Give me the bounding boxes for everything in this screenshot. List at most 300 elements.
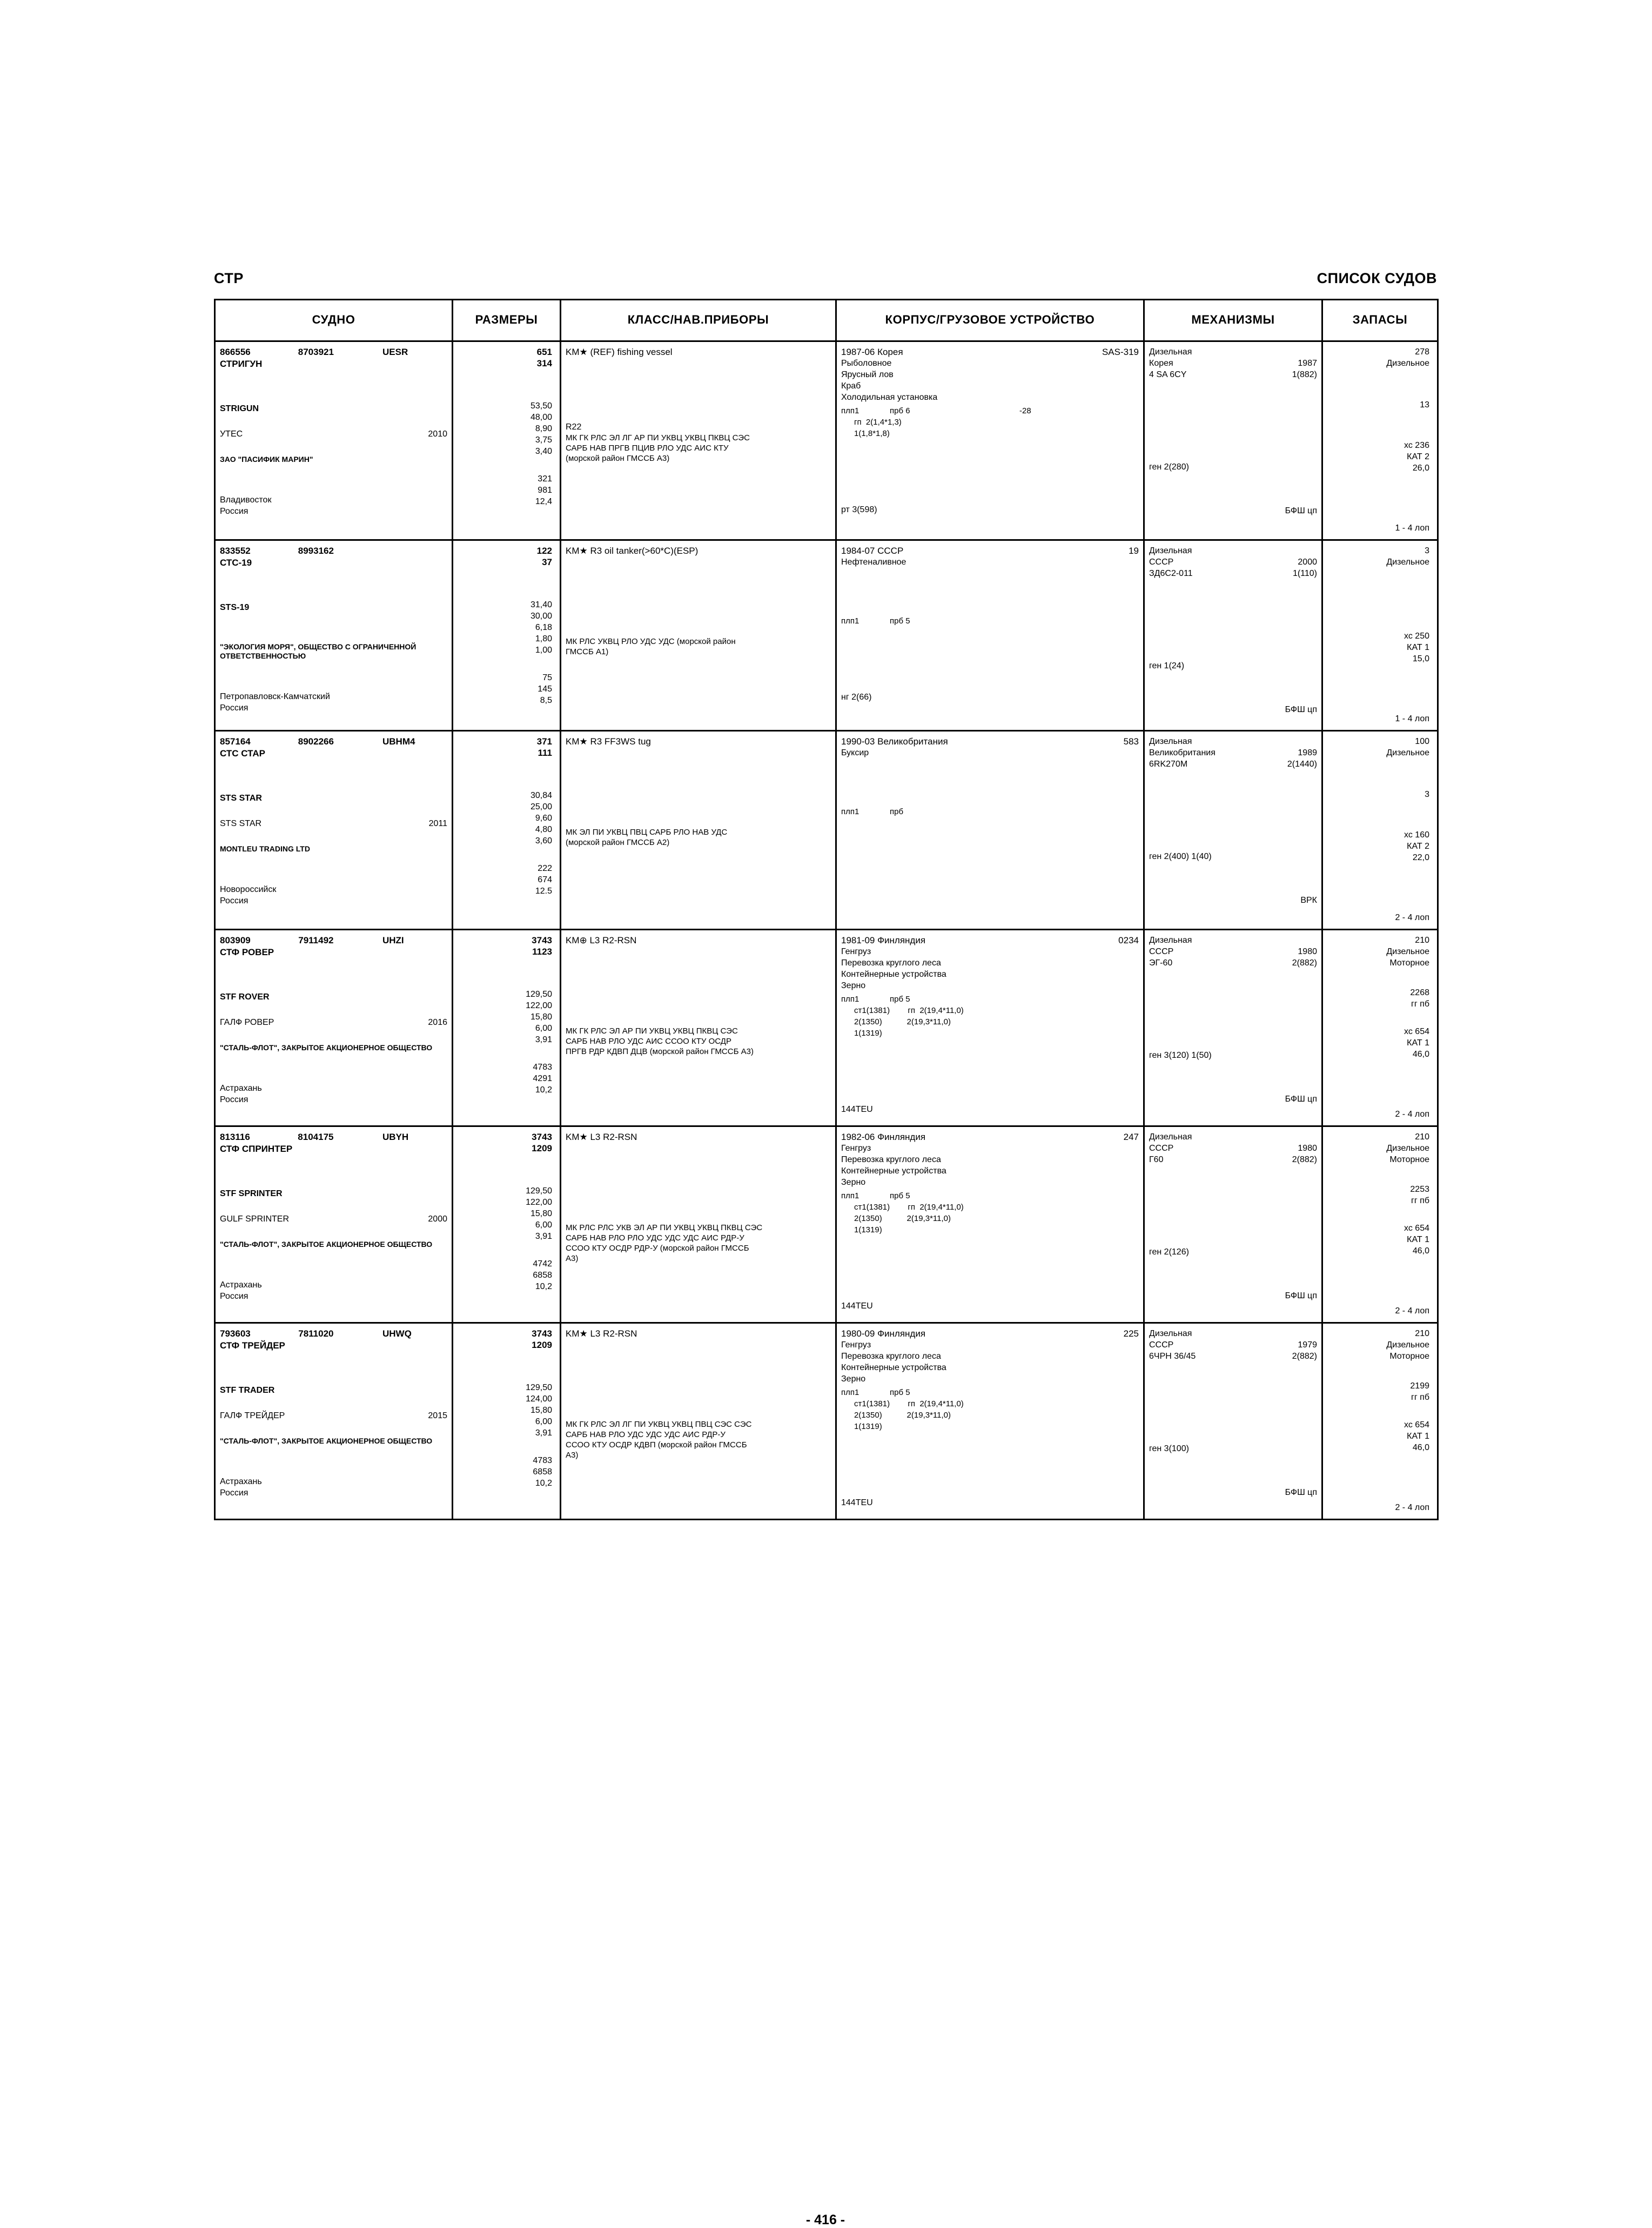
imo-number: 8104175: [298, 1132, 334, 1142]
ship-name-ru: СТРИГУН: [220, 359, 263, 369]
spacer: [1327, 474, 1433, 522]
cargo-gear-line: [841, 417, 1139, 428]
spacer: [841, 1236, 1139, 1300]
cell-class: [561, 540, 836, 731]
home-port: Астрахань: [220, 1477, 262, 1486]
build-year-country: 1982-06 Финляндия: [841, 1132, 926, 1142]
navigation-equipment: [566, 433, 831, 464]
cargo-gear-text: 1(1319): [854, 1225, 882, 1234]
flag-country: Россия: [220, 1292, 249, 1301]
engine-country: СССР: [1149, 1340, 1174, 1350]
cell-class: [561, 731, 836, 930]
length-overall: 53,50: [530, 401, 552, 411]
machinery-block: [1145, 930, 1321, 1110]
propeller-type: БФШ цп: [1285, 506, 1317, 515]
engine-model-row: [1149, 568, 1317, 579]
col-header-ship: СУДНО: [215, 300, 453, 341]
engine-model-row: [1149, 1351, 1317, 1362]
dimensions-block: [453, 342, 560, 520]
engine-model: ЭГ-60: [1149, 958, 1173, 968]
spacer: [566, 358, 831, 421]
length-bp: 124,00: [526, 1394, 552, 1404]
spacer: [220, 661, 447, 691]
fuel-type-secondary: Моторное: [1389, 958, 1429, 968]
cargo-gear-line: [841, 1213, 1139, 1224]
length-overall: 30,84: [530, 791, 552, 800]
engine-country-row: [1149, 1339, 1317, 1351]
cell-machinery: [1144, 1126, 1322, 1323]
draught: 3,60: [535, 836, 552, 845]
nav-line: ССОО КТУ ОСДР КДВП (морской район ГМССБ: [566, 1440, 747, 1449]
gear-note: гг пб: [1411, 1196, 1429, 1205]
ship-owner: "СТАЛЬ-ФЛОТ", ЗАКРЫТОЕ АКЦИОНЕРНОЕ ОБЩЕСТВО: [220, 1043, 433, 1052]
spacer: [1327, 568, 1433, 598]
ship-type: Генгруз: [841, 1340, 871, 1350]
cell-dimensions: [453, 540, 561, 731]
machinery-block: [1145, 342, 1321, 522]
former-name: УТЕС: [220, 430, 243, 439]
cell-machinery: [1144, 731, 1322, 930]
holds-count: плп1: [841, 1191, 859, 1200]
class-block: [561, 930, 835, 1109]
spacer: [566, 946, 831, 1026]
propeller-type: БФШ цп: [1285, 1095, 1317, 1104]
spacer: [1327, 863, 1433, 912]
imo-number: 7811020: [298, 1328, 334, 1339]
cargo-gear-text: гп 2(1,4*1,3): [854, 418, 902, 427]
table-header-row: [215, 300, 1438, 341]
ship-owner: ЗАО "ПАСИФИК МАРИН": [220, 455, 313, 464]
ship-owner: "СТАЛЬ-ФЛОТ", ЗАКРЫТОЕ АКЦИОНЕРНОЕ ОБЩЕСТВО: [220, 1437, 433, 1445]
spacer: [1327, 598, 1433, 630]
hull-feature: Зерно: [841, 981, 866, 990]
spacer: [220, 958, 447, 991]
speed-value: 10,2: [535, 1282, 552, 1291]
propeller-type: БФШ цп: [1285, 1488, 1317, 1497]
former-name-year: 2011: [428, 819, 447, 828]
cell-ship: [215, 731, 453, 930]
fuel-type: Дизельное: [1386, 1340, 1429, 1350]
cell-hull: [836, 341, 1144, 540]
gear-note: гг пб: [1411, 1393, 1429, 1402]
deadweight: 4783: [533, 1063, 552, 1072]
length-bp: 48,00: [530, 413, 552, 422]
spacer: [1327, 1060, 1433, 1109]
generators: ген 2(126): [1149, 1247, 1189, 1257]
call-sign: UESR: [382, 347, 408, 357]
spacer: [566, 1339, 831, 1419]
ship-list-table: [214, 299, 1439, 1520]
spacer: [220, 568, 447, 602]
holds-count: плп1: [841, 995, 859, 1004]
depth: 3,75: [535, 435, 552, 445]
spacer: [841, 817, 1139, 882]
engine-power: 1(110): [1292, 569, 1317, 578]
gross-tonnage: 122: [536, 546, 552, 556]
engine-model-row: [1149, 759, 1317, 770]
speed-value: 12.5: [535, 887, 552, 896]
spacer: [566, 556, 831, 636]
propeller-type: БФШ цп: [1285, 1291, 1317, 1300]
nav-line: (морской район ГМССБ А3): [566, 454, 670, 463]
fuel-type: Дизельное: [1386, 748, 1429, 757]
deadweight: 222: [538, 864, 552, 873]
engine-year: 2000: [1298, 558, 1317, 567]
engine-power: 2(882): [1292, 958, 1317, 968]
hull-feature: Контейнерные устройства: [841, 1166, 946, 1176]
category: КАТ 1: [1407, 1038, 1429, 1048]
spacer: [458, 957, 555, 989]
length-bp: 122,00: [526, 1001, 552, 1010]
holds-row: [841, 615, 1139, 627]
cell-dimensions: [453, 1126, 561, 1323]
former-name-year: 2015: [428, 1411, 447, 1420]
nav-line: САРБ НАВ РЛО РЛО УДС УДС УДС АИС РДР-У: [566, 1233, 744, 1243]
hatches-count: прб 5: [890, 616, 910, 626]
spacer: [220, 464, 447, 494]
spacer: [1149, 1258, 1317, 1290]
fuel-capacity: 3: [1425, 546, 1429, 555]
gear-note: гг пб: [1411, 999, 1429, 1009]
crew-boats: 1 - 4 лоп: [1395, 524, 1429, 533]
dimensions-block: [453, 732, 560, 910]
speed-value: 12,4: [535, 497, 552, 506]
spacer: [458, 1439, 555, 1455]
spacer: [220, 1003, 447, 1017]
ship-name-latin: STS STAR: [220, 794, 262, 803]
register-number: 793603: [220, 1328, 251, 1339]
fuel-type-secondary: Моторное: [1389, 1155, 1429, 1164]
gross-tonnage: 3743: [532, 1132, 552, 1142]
imo-number: 8703921: [298, 347, 334, 357]
cell-ship: [215, 1323, 453, 1520]
engine-model: 6RK270M: [1149, 760, 1188, 769]
cargo-gear-line: [841, 1410, 1139, 1421]
ship-id-row: [220, 545, 447, 556]
engine-country: СССР: [1149, 947, 1174, 956]
cell-machinery: [1144, 540, 1322, 731]
build-year-country: 1987-06 Корея: [841, 347, 903, 357]
speed-value: 8,5: [540, 696, 552, 705]
length-overall: 129,50: [526, 1383, 552, 1392]
spacer: [458, 1351, 555, 1382]
yard-number: 583: [1123, 736, 1139, 747]
call-sign: [382, 545, 447, 556]
nav-line: МК РЛС УКВЦ РЛО УДС УДС (морской район: [566, 637, 736, 646]
category: КАТ 2: [1407, 452, 1429, 461]
holds-count: плп1: [841, 1388, 859, 1397]
cargo-capacity: 145: [538, 684, 552, 694]
spacer: [1327, 759, 1433, 789]
navigation-equipment: [566, 1223, 831, 1264]
spacer: [841, 1039, 1139, 1104]
hull-block: [837, 541, 1143, 719]
cargo-gear-line: [841, 1224, 1139, 1236]
depth: 6,00: [535, 1220, 552, 1230]
cell-dimensions: [453, 341, 561, 540]
table-row: [215, 731, 1438, 930]
cell-class: [561, 1126, 836, 1323]
category-value: 46,0: [1412, 1443, 1429, 1452]
navigation-equipment: [566, 636, 831, 657]
cargo-gear-line: [841, 428, 1139, 439]
engine-type: Дизельная: [1149, 936, 1192, 945]
spacer: [220, 627, 447, 642]
cell-supplies: [1322, 540, 1438, 731]
cargo-capacity: 981: [538, 486, 552, 495]
engine-country-row: [1149, 556, 1317, 568]
spacer: [841, 627, 1139, 692]
engine-year: 1989: [1298, 748, 1317, 757]
generators: ген 1(24): [1149, 661, 1185, 670]
spacer: [1327, 1453, 1433, 1502]
build-year-country: 1981-09 Финляндия: [841, 935, 926, 945]
gross-tonnage: 3743: [532, 1328, 552, 1339]
ship-identity: [216, 930, 452, 1111]
former-name-year: 2010: [428, 430, 447, 439]
nav-line: МК ГК РЛС ЭЛ ЛГ АР ПИ УКВЦ УКВЦ ПКВЦ СЭС: [566, 433, 750, 442]
cell-ship: [215, 341, 453, 540]
spacer: [458, 457, 555, 473]
hull-bottom-note: нг 2(66): [841, 693, 872, 702]
class-notation: KM★ L3 R2-RSN: [566, 1328, 637, 1339]
spacer: [220, 1421, 447, 1437]
class-block: [561, 342, 835, 520]
endurance-value: 13: [1420, 400, 1429, 410]
water-capacity: хс 236: [1404, 441, 1429, 450]
breadth: 15,80: [530, 1406, 552, 1415]
register-number: 866556: [220, 347, 251, 357]
cargo-capacity: 674: [538, 875, 552, 884]
length-bp: 25,00: [530, 802, 552, 811]
cell-class: [561, 341, 836, 540]
fuel-capacity: 100: [1415, 737, 1429, 746]
class-extra: R22: [566, 422, 582, 432]
spacer: [841, 759, 1139, 806]
spacer: [220, 854, 447, 884]
class-notation: KM⊕ L3 R2-RSN: [566, 935, 637, 945]
spacer: [220, 1199, 447, 1213]
hull-feature: Холодильная установка: [841, 393, 938, 402]
category-value: 26,0: [1412, 464, 1429, 473]
length-overall: 129,50: [526, 990, 552, 999]
ship-id-row: [220, 1131, 447, 1143]
category: КАТ 1: [1407, 1432, 1429, 1441]
depth: 4,80: [535, 825, 552, 834]
cell-hull: [836, 1323, 1144, 1520]
call-sign: UHWQ: [382, 1328, 412, 1339]
generators: ген 3(100): [1149, 1444, 1189, 1453]
page-header: [214, 270, 1437, 287]
engine-model-row: [1149, 1154, 1317, 1165]
spacer: [1327, 1165, 1433, 1184]
home-port: Владивосток: [220, 495, 272, 505]
hull-block: [837, 1324, 1143, 1514]
spacer: [1327, 1403, 1433, 1419]
former-name: ГАЛФ РОВЕР: [220, 1018, 274, 1027]
hull-feature: Перевозка круглого леса: [841, 958, 941, 968]
yard-number: 19: [1129, 546, 1139, 556]
hull-bottom-note: 144TEU: [841, 1301, 873, 1311]
cargo-gear-line: [841, 1421, 1139, 1432]
former-name-year: 2016: [428, 1018, 447, 1027]
cell-supplies: [1322, 731, 1438, 930]
ship-name-ru: СТС-19: [220, 558, 252, 568]
engine-power: 2(1440): [1287, 760, 1317, 769]
engine-country-row: [1149, 747, 1317, 759]
cargo-gear-line: [841, 1028, 1139, 1039]
fuel-capacity: 210: [1415, 1132, 1429, 1142]
spacer: [1149, 672, 1317, 704]
ship-id-row: [220, 736, 447, 747]
spacer: [220, 613, 447, 627]
engine-country: Великобритания: [1149, 748, 1216, 757]
page-number: - 416 -: [805, 2212, 845, 2227]
yard-number: 0234: [1118, 935, 1139, 945]
ship-id-row: [220, 1328, 447, 1339]
cargo-gear-line: [841, 1016, 1139, 1028]
length-overall: 129,50: [526, 1186, 552, 1196]
spacer: [1149, 380, 1317, 461]
spacer: [1149, 1165, 1317, 1246]
spacer: [220, 1249, 447, 1279]
breadth: 6,18: [535, 623, 552, 632]
depth: 6,00: [535, 1024, 552, 1033]
col-header-hull: КОРПУС/ГРУЗОВОЕ УСТРОЙСТВО: [836, 300, 1144, 341]
hull-header: [841, 736, 1139, 747]
cargo-gear-text: 1(1,8*1,8): [854, 429, 890, 438]
table-row: [215, 540, 1438, 731]
class-notation: KM★ R3 oil tanker(>60*C)(ESP): [566, 546, 699, 556]
machinery-block: [1145, 1127, 1321, 1307]
cell-dimensions: [453, 731, 561, 930]
former-name-row: [220, 818, 447, 829]
header-right: СПИСОК СУДОВ: [1317, 270, 1437, 286]
spacer: [220, 829, 447, 844]
spacer: [458, 369, 555, 400]
draught: 3,91: [535, 1428, 552, 1438]
cell-hull: [836, 540, 1144, 731]
hull-block: [837, 1127, 1143, 1317]
table-body: [215, 341, 1438, 1520]
table-row: [215, 930, 1438, 1126]
engine-country-row: [1149, 946, 1317, 957]
page-content: [214, 270, 1437, 2227]
build-year-country: 1980-09 Финляндия: [841, 1328, 926, 1339]
category-value: 46,0: [1412, 1246, 1429, 1256]
hull-header: [841, 1131, 1139, 1143]
net-tonnage: 1209: [532, 1143, 552, 1153]
hull-header: [841, 1328, 1139, 1339]
water-capacity: хс 250: [1404, 632, 1429, 641]
cell-hull: [836, 1126, 1144, 1323]
ship-name-ru: СТФ СПРИНТЕР: [220, 1144, 293, 1154]
hull-feature: Краб: [841, 381, 861, 391]
register-number: 803909: [220, 935, 251, 945]
dimensions-block: [453, 930, 560, 1109]
engine-country: СССР: [1149, 558, 1174, 567]
hull-header: [841, 346, 1139, 358]
nav-line: МК РЛС РЛС УКВ ЭЛ АР ПИ УКВЦ УКВЦ ПКВЦ СЭС: [566, 1223, 763, 1232]
engine-type: Дизельная: [1149, 546, 1192, 555]
cell-ship: [215, 540, 453, 731]
engine-model: ЗД6С2-011: [1149, 569, 1193, 578]
cell-supplies: [1322, 1126, 1438, 1323]
nav-line: ПРГВ РДР КДВП ДЦВ (морской район ГМССБ А3): [566, 1047, 754, 1056]
dimensions-block: [453, 1324, 560, 1502]
net-tonnage: 1209: [532, 1340, 552, 1350]
former-name-row: [220, 1410, 447, 1421]
cell-dimensions: [453, 1323, 561, 1520]
spacer: [220, 759, 447, 793]
category-value: 46,0: [1412, 1050, 1429, 1059]
imo-number: 8993162: [298, 546, 334, 556]
engine-type: Дизельная: [1149, 347, 1192, 357]
draught: 3,91: [535, 1035, 552, 1044]
flag-country: Россия: [220, 703, 249, 713]
spacer: [841, 1432, 1139, 1497]
ship-name-latin: STRIGUN: [220, 404, 259, 413]
hull-header: [841, 545, 1139, 556]
machinery-block: [1145, 541, 1321, 721]
spacer: [220, 414, 447, 428]
water-capacity: хс 654: [1404, 1027, 1429, 1036]
hatches-count: прб 5: [890, 995, 910, 1004]
hull-feature: Контейнерные устройства: [841, 1363, 946, 1372]
ship-type: Генгруз: [841, 947, 871, 956]
cell-ship: [215, 930, 453, 1126]
net-tonnage: 1123: [532, 947, 552, 957]
hatches-count: прб 5: [890, 1191, 910, 1200]
spacer: [458, 847, 555, 863]
engine-country-row: [1149, 358, 1317, 369]
navigation-equipment: [566, 1419, 831, 1460]
generators: ген 3(120) 1(50): [1149, 1051, 1212, 1060]
machinery-block: [1145, 1324, 1321, 1504]
draught: 3,91: [535, 1232, 552, 1241]
navigation-equipment: [566, 1026, 831, 1057]
spacer: [220, 1446, 447, 1476]
ship-name-latin: STS-19: [220, 603, 250, 612]
spacer: [220, 1028, 447, 1043]
former-name: ГАЛФ ТРЕЙДЕР: [220, 1411, 285, 1420]
spacer: [1327, 1206, 1433, 1223]
nav-line: САРБ НАВ РЛО УДС АИС ССОО КТУ ОСДР: [566, 1037, 731, 1046]
nav-line: САРБ НАВ ПРГВ ПЦИВ РЛО УДС АИС КТУ: [566, 444, 729, 453]
home-port: Петропавловск-Камчатский: [220, 692, 330, 701]
home-port: Астрахань: [220, 1280, 262, 1290]
holds-row: [841, 1190, 1139, 1202]
hull-feature: Контейнерные устройства: [841, 970, 946, 979]
fuel-type-secondary: Моторное: [1389, 1352, 1429, 1361]
spacer: [1149, 969, 1317, 1050]
cargo-gear-line: [841, 1398, 1139, 1410]
ship-name-ru: СТФ ТРЕЙДЕР: [220, 1340, 285, 1351]
spacer: [1149, 770, 1317, 851]
former-name-year: 2000: [428, 1214, 447, 1224]
hull-header: [841, 935, 1139, 946]
engine-type: Дизельная: [1149, 1132, 1192, 1142]
former-name-row: [220, 428, 447, 440]
hull-feature: Перевозка круглого леса: [841, 1155, 941, 1164]
spacer: [220, 1351, 447, 1385]
table-head: [215, 300, 1438, 341]
spacer: [841, 568, 1139, 615]
breadth: 15,80: [530, 1209, 552, 1218]
spacer: [1149, 862, 1317, 895]
breadth: 15,80: [530, 1012, 552, 1022]
net-tonnage: 37: [542, 557, 552, 567]
